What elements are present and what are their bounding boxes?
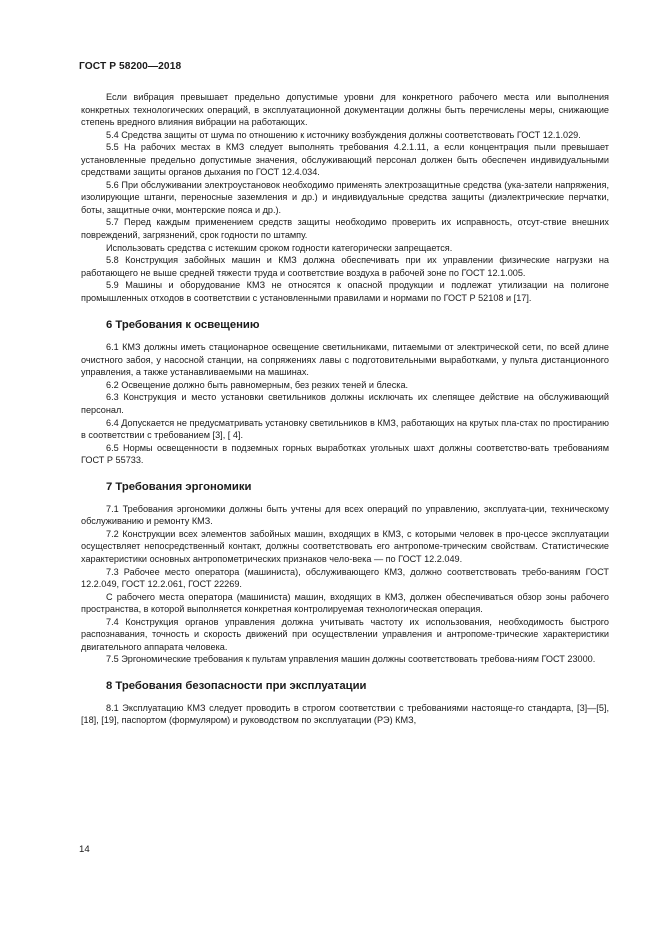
section-heading-6: 6 Требования к освещению — [106, 319, 260, 332]
paragraph: Если вибрация превышает предельно допустимые уровни для конкретного рабочего места или выполнения конкретных технологических операций, в эксплуатационной документации должны быть перечислены меры, снижающие степень вредного влияния вибрации на работающих. — [81, 92, 609, 128]
paragraph: 5.8 Конструкция забойных машин и КМЗ должна обеспечивать при их управлении физические нагрузки на работающего не выше средней тяжести труда и соответствие воздуха в рабочей зоне по ГОСТ 12.1.005. — [81, 255, 609, 278]
section-heading-8: 8 Требования безопасности при эксплуатации — [106, 679, 367, 692]
paragraph: 5.5 На рабочих местах в КМЗ следует выполнять требования 4.2.1.11, а если концентрация пыли превышает установленные предельно допустимые значения, обслуживающий персонал должен быть обеспечен индивидуальными средствами защиты органов дыхания по ГОСТ 12.4.034. — [81, 142, 609, 178]
paragraph: 6.5 Нормы освещенности в подземных горных выработках угольных шахт должны соответство-вать требованиям ГОСТ Р 55733. — [81, 442, 609, 466]
paragraph: 5.4 Средства защиты от шума по отношению к источнику возбуждения должны соответствовать ГОСТ 12.1.029. — [106, 129, 581, 140]
paragraph: 7.3 Рабочее место оператора (машиниста), обслуживающего КМЗ, должно соответствовать требо-ваниям ГОСТ 12.2.049, ГОСТ 12.2.061, ГОСТ 22269. — [81, 566, 609, 590]
document-header: ГОСТ Р 58200—2018 — [79, 61, 182, 72]
paragraph: 5.9 Машины и оборудование КМЗ не относятся к опасной продукции и подлежат утилизации на полигоне промышленных отходов в соответствии с установленными правилами и нормами по ГОСТ Р 52108 и [17]. — [81, 280, 609, 303]
paragraph: 6.3 Конструкция и место установки светильников должны исключать их слепящее действие на обслуживающий персонал. — [81, 392, 609, 416]
paragraph: 8.1 Эксплуатацию КМЗ следует проводить в строгом соответствии с требованиями настояще-го стандарта, [3]—[5], [18], [19], паспортом (формуляром) и руководством по эксплуатации (РЭ) КМЗ, — [81, 702, 609, 726]
paragraph: 6.2 Освещение должно быть равномерным, без резких теней и блеска. — [106, 379, 409, 390]
paragraph: С рабочего места оператора (машиниста) машин, входящих в КМЗ, должен обеспечиваться обзор зоны рабочего пространства, в которой выполняется конкретная контролируемая технологическая операция. — [81, 591, 609, 615]
paragraph: 5.7 Перед каждым применением средств защиты необходимо проверить их исправность, отсут-ствие внешних повреждений, загрязнений, срок годности по штампу. — [81, 217, 609, 241]
section-heading-7: 7 Требования эргономики — [106, 480, 252, 493]
paragraph: 7.2 Конструкции всех элементов забойных машин, входящих в КМЗ, с которыми человек в про-цессе эксплуатации осуществляет непосредственный контакт, должны соответствовать его антропоме-трическим свойствам. Статистические характеристики основных антропометрических признаков чело-века — по ГОСТ 12.2.049. — [81, 528, 609, 564]
paragraph: 6.1 КМЗ должны иметь стационарное освещение светильниками, питаемыми от электрической сети, по всей длине очистного забоя, у насосной станции, на сопряжениях лавы с подготовительными выработками, у пульта дистанционного управления, а также устанавливаемыми на машинах. — [81, 342, 609, 378]
paragraph: 7.5 Эргономические требования к пультам управления машин должны соответствовать требова-ниям ГОСТ 23000. — [106, 654, 596, 665]
paragraph: 7.1 Требования эргономики должны быть учтены для всех операций по управлению, эксплуата-ции, техническому обслуживанию и ремонту КМЗ. — [81, 503, 609, 527]
paragraph: 7.4 Конструкция органов управления должна учитывать частоту их использования, необходимость быстрого распознавания, точность и скорость движений при осуществлении управления и антропоме-трические характеристики двигательного аппарата человека. — [81, 616, 609, 652]
paragraph: 5.6 При обслуживании электроустановок необходимо применять электрозащитные средства (ука-затели напряжения, изолирующие штанги, переносные заземления и др.) и индивидуальные средства защиты (диэлектрические перчатки, боты, защитные очки, монтерские пояса и др.). — [81, 179, 609, 215]
page-number: 14 — [79, 844, 90, 855]
paragraph: Использовать средства с истекшим сроком годности категорически запрещается. — [106, 242, 453, 253]
paragraph: 6.4 Допускается не предусматривать установку светильников в КМЗ, работающих на крутых пла-стах по простиранию в соответствии с требованием [3], [ 4]. — [81, 417, 609, 441]
document-body — [81, 91, 609, 727]
